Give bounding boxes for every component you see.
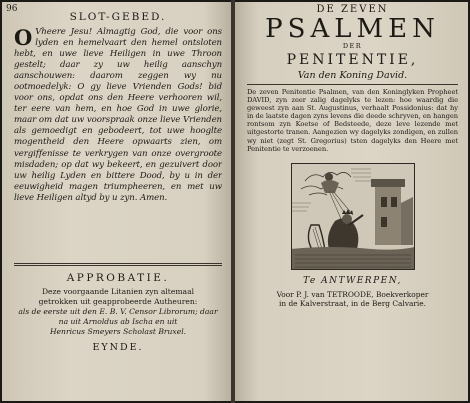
approbatie-line: getrokken uit geapprobeerde Autheuren: — [38, 297, 198, 306]
right-page — [235, 2, 468, 401]
title-penitentie: PENITENTIE, — [286, 52, 419, 68]
approbatie-line: als de eerste uit den E. B. V. Censor Librorum; daar na uit Arnoldus ab Ischa en uit — [18, 307, 218, 326]
engraving-frame — [247, 163, 458, 274]
prayer-text-block — [14, 27, 222, 259]
imprint-line: in de Kalverstraat, in de Berg Calvarie. — [278, 298, 427, 308]
king-david-engraving — [291, 163, 415, 270]
prayer-initial: O — [14, 27, 33, 50]
title-main: PSALMEN — [265, 14, 440, 44]
title-top: DE ZEVEN — [316, 4, 389, 15]
approbatie-title: APPROBATIE. — [66, 272, 170, 284]
title-der: DER — [342, 42, 363, 50]
prayer-text: Vheere Jesu! Almagtig God, die voor ons lyden en hemelvaart den hemel ontsloten hebt, en uwe lieve Heiligen in uwe Throon gestelt; daar zy uw heilig aanschyn aanschouwen: daarom zeggen wy nu ootmoedelyk: O gy lieve Vrienden Gods! bid voor ons, opdat ons den Heere verhooren wil, ter eere van hem, en hoe God in uwe glorie, maar om dat uw voorspraak onze lieve Vrienden als gemoedigt en gebodeert, tot uwe hooglte mogentheid den Heere opwaarts zien, om vergiffenisse te verkrygen van onze overgroote misdaden; op dat wy bekeert, en gezuivert door uw heilig Lyden en bittere Dood, by u in der eeuwigheid magen triumpheeren, en met uw lieve Heiligen altyd by u zyn. Amen. — [14, 27, 222, 203]
approbatie-text — [14, 287, 222, 337]
page-number: 96 — [6, 4, 18, 14]
approbatie-line: Henricus Smeyers Scholast Bruxel. — [49, 327, 187, 336]
imprint-line: Voor P. J. van TETROODE, Boekverkoper — [276, 289, 429, 299]
left-page — [2, 2, 231, 401]
prayer-title: SLOT-GEBED. — [69, 11, 167, 23]
imprint-place: Te ANTWERPEN, — [303, 275, 402, 286]
title-koning: Van den Koning David. — [297, 70, 408, 81]
section-divider — [14, 263, 222, 266]
eynde: EYNDE. — [92, 342, 144, 353]
approbatie-line: Deze voorgaande Litanien zyn altemaal — [41, 287, 195, 296]
title-rule — [247, 84, 458, 85]
imprint-printer — [247, 290, 458, 308]
intro-text: De zeven Penitentie Psalmen, van den Koninglyken Propheet DAVID, zyn zeer zalig dagelyks te lezen: hoe waardig die geweest zyn aan St. Augustinus, verhaalt Possidonius: dat hy in de laatste dagen zyns levens die deede schryven, en hangen rontsom zyn Koetse of Bedsteede, deze leve lezende met uitgestorte tranen. Aangezien wy dagelyks zondigen, en zullen wy niet (zegt St. Gregorius) tsten dagelyks den Heere met Penitentie te verzoenen. — [247, 88, 458, 153]
